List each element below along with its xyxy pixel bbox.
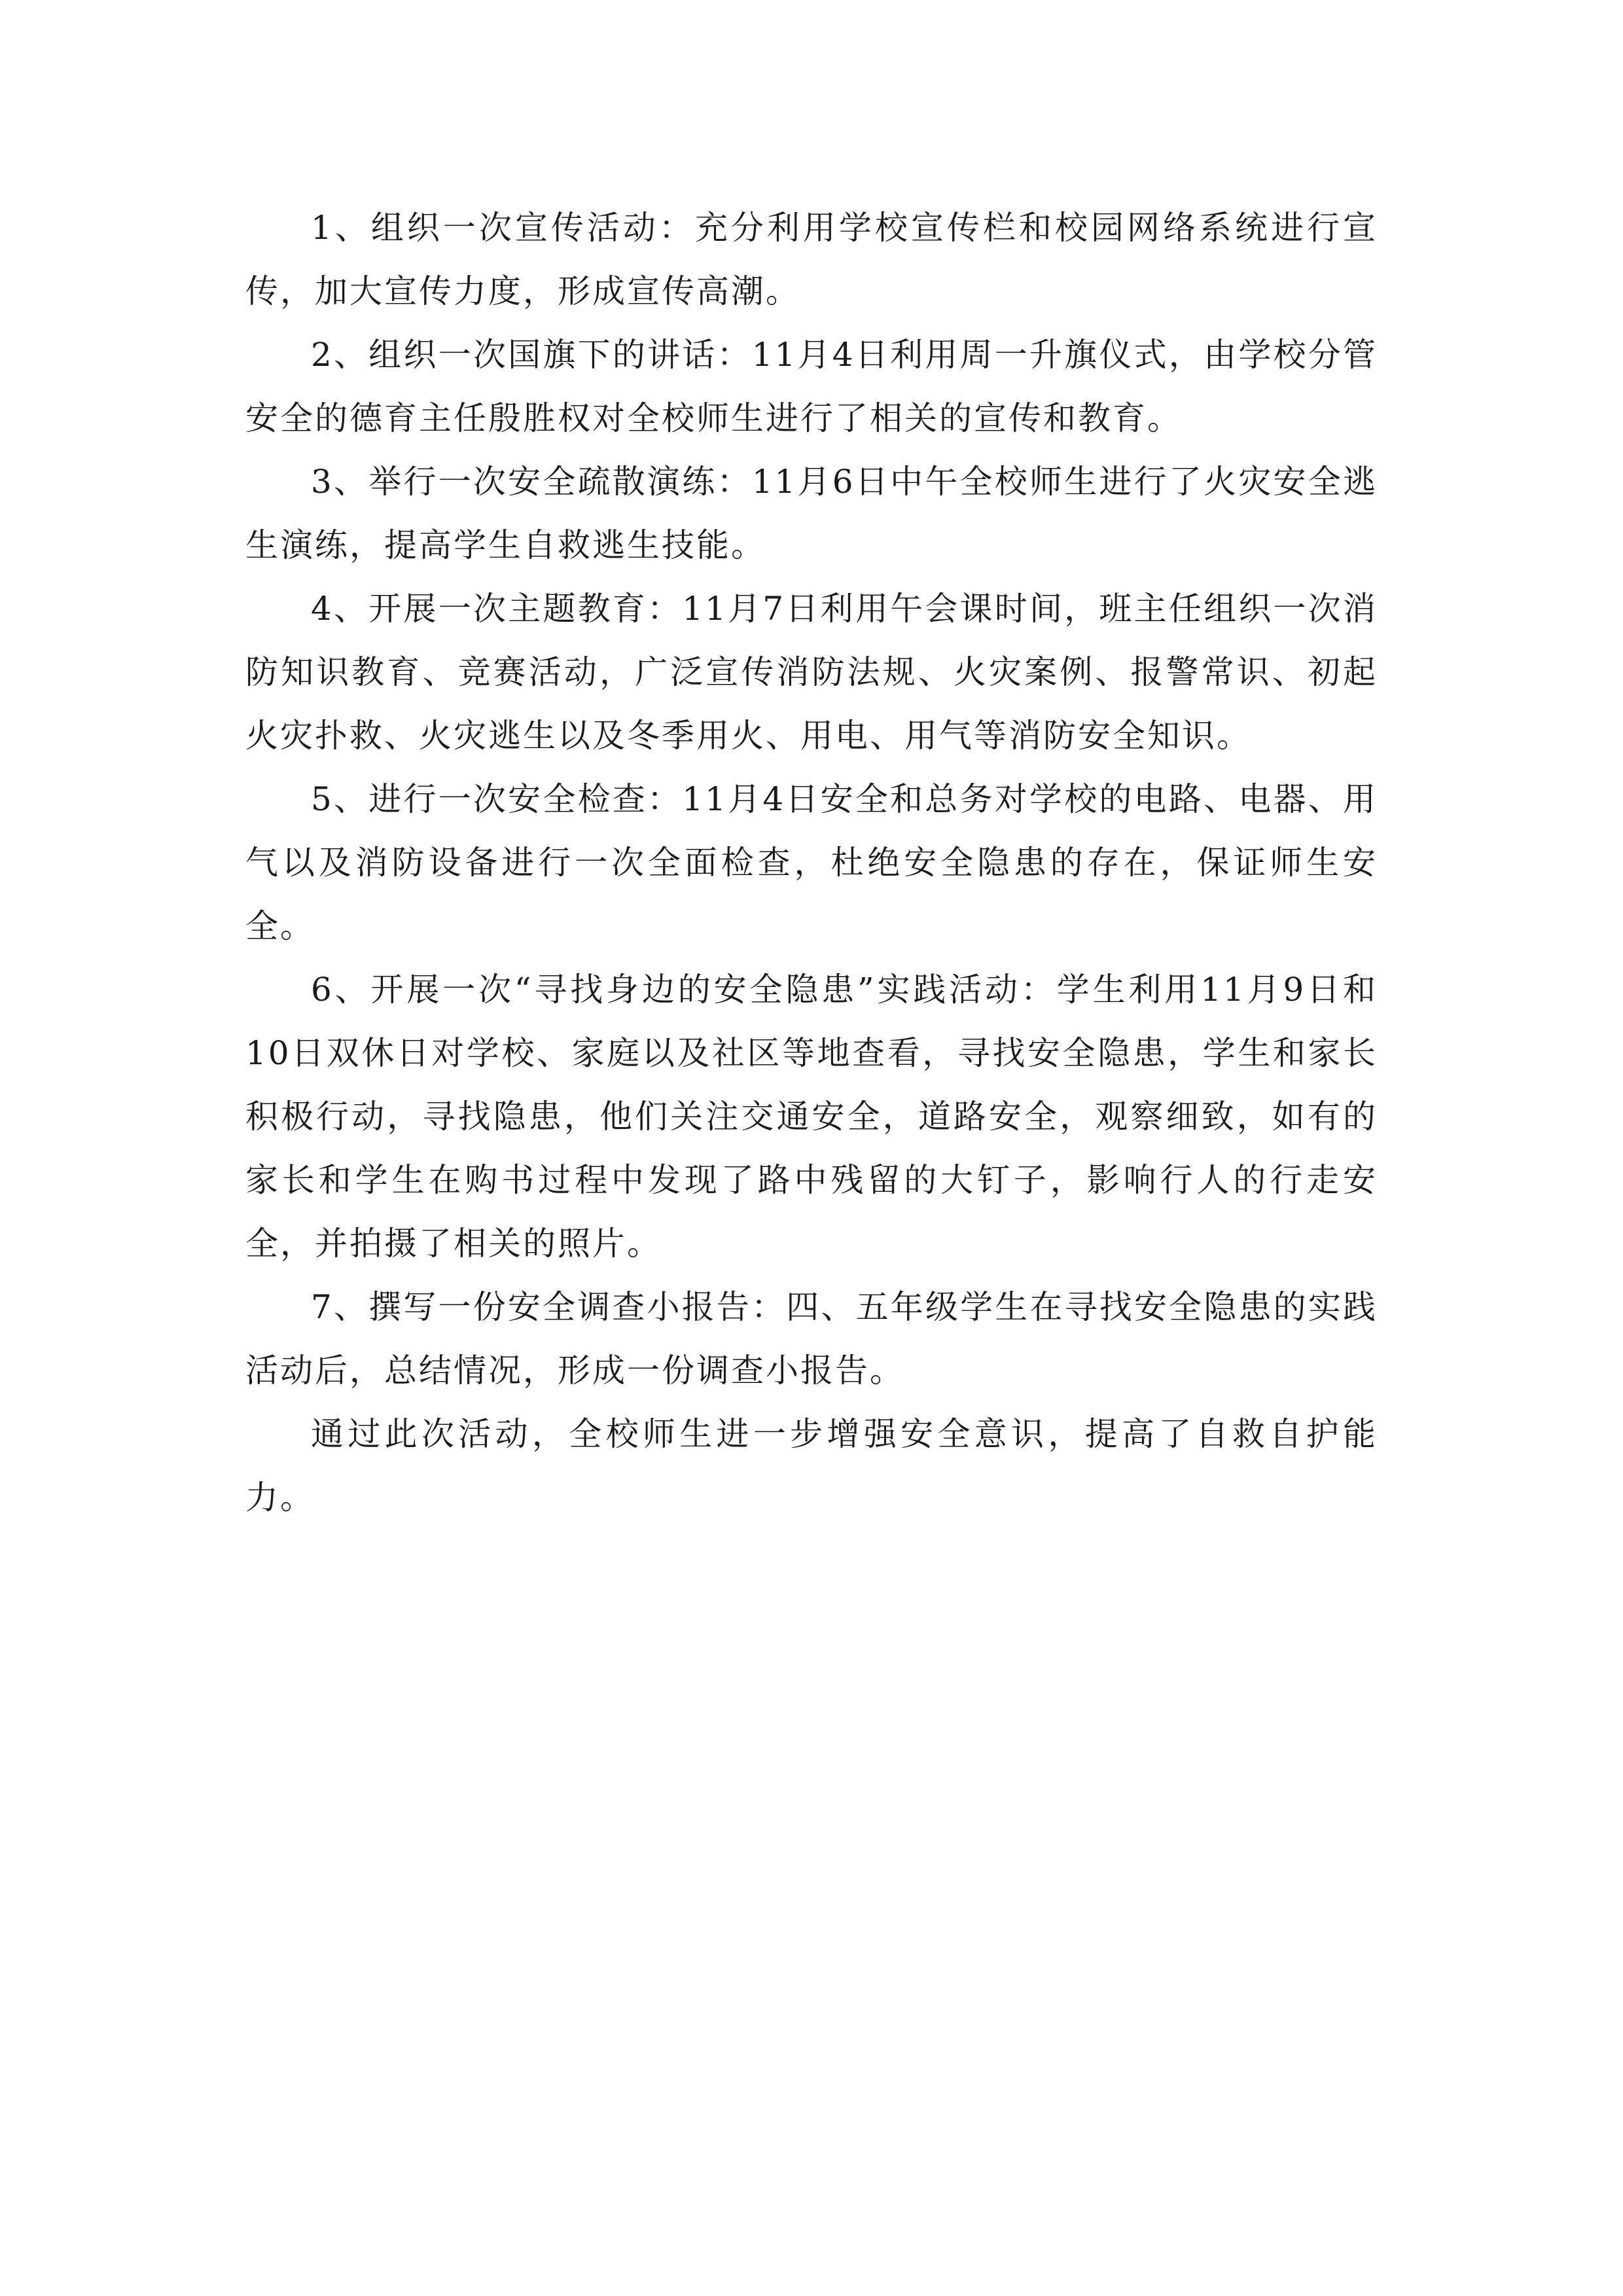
paragraph-4: 4、开展一次主题教育：11月7日利用午会课时间，班主任组织一次消防知识教育、竞赛活动，广泛宣传消防法规、火灾案例、报警常识、初起火灾扑救、火灾逃生以及冬季用火、用电、用气等消防安全知识。 (245, 590, 1378, 755)
paragraph-7: 7、撰写一份安全调查小报告：四、五年级学生在寻找安全隐患的实践活动后，总结情况，形成一份调查小报告。 (245, 1288, 1378, 1390)
paragraph-6: 6、开展一次“寻找身边的安全隐患”实践活动：学生利用11月9日和10日双休日对学校、家庭以及社区等地查看，寻找安全隐患，学生和家长积极行动，寻找隐患，他们关注交通安全，道路安全，观察细致，如有的家长和学生在购书过程中发现了路中残留的大钉子，影响行人的行走安全，并拍摄了相关的照片。 (245, 971, 1378, 1263)
document-body (245, 196, 1378, 1530)
paragraph-5: 5、进行一次安全检查：11月4日安全和总务对学校的电路、电器、用气以及消防设备进行一次全面检查，杜绝安全隐患的存在，保证师生安全。 (245, 780, 1378, 945)
paragraph-2: 2、组织一次国旗下的讲话：11月4日利用周一升旗仪式，由学校分管安全的德育主任殷胜权对全校师生进行了相关的宣传和教育。 (245, 336, 1378, 437)
paragraph-3: 3、举行一次安全疏散演练：11月6日中午全校师生进行了火灾安全逃生演练，提高学生自救逃生技能。 (245, 463, 1378, 564)
paragraph-1: 1、组织一次宣传活动：充分利用学校宣传栏和校园网络系统进行宣传，加大宣传力度，形成宣传高潮。 (245, 209, 1378, 310)
paragraph-conclusion: 通过此次活动，全校师生进一步增强安全意识，提高了自救自护能力。 (245, 1415, 1378, 1516)
